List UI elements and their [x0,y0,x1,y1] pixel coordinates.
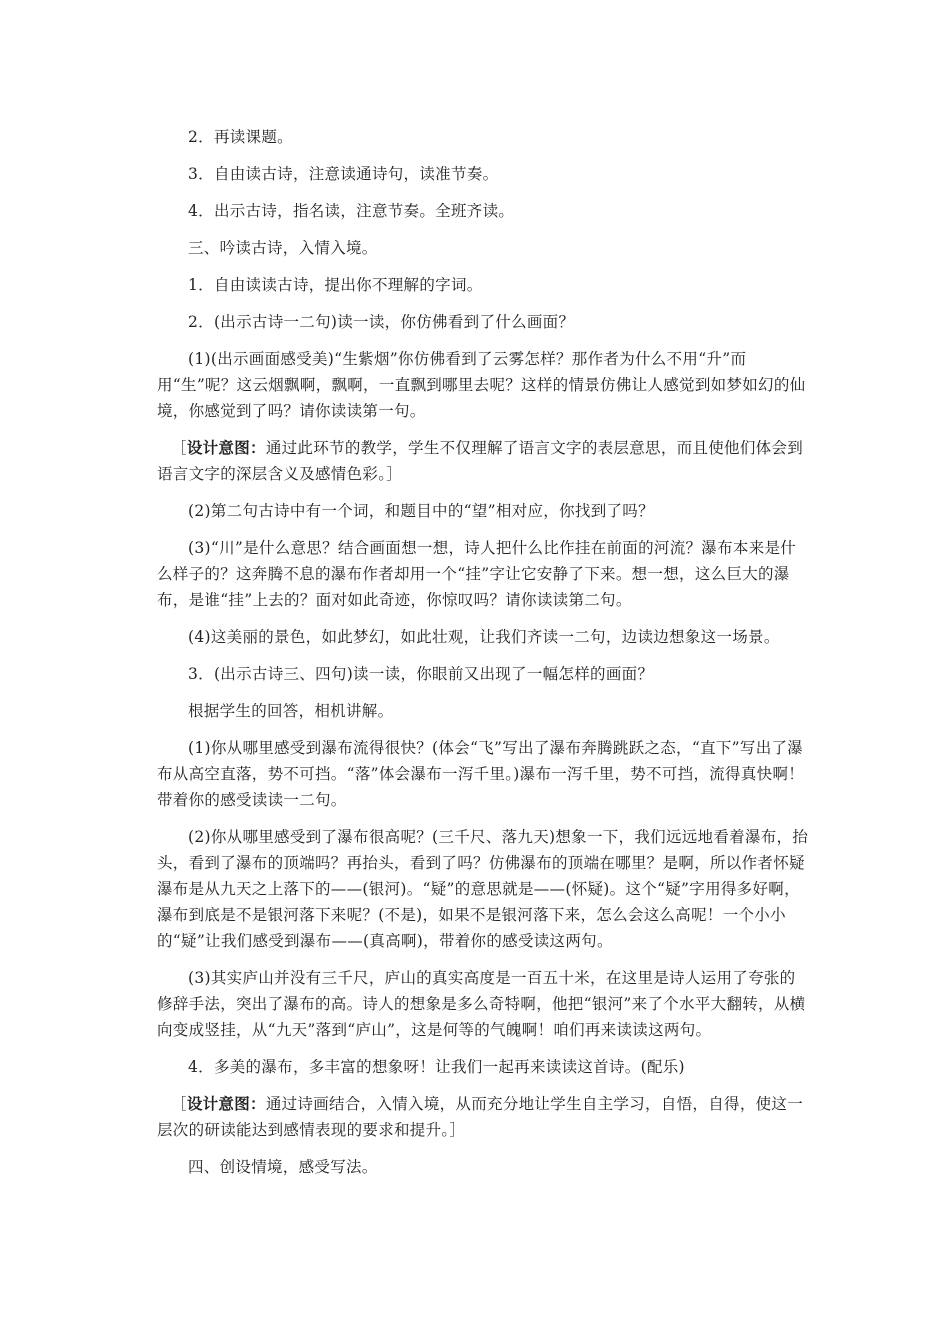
paragraph-read-with-music: 4．多美的瀑布，多丰富的想象呀！让我们一起再来读读这首诗。(配乐) [188,1058,685,1076]
design-intent-note-2 [157,1091,809,1143]
paragraph-exaggeration: (3)其实庐山并没有三千尺，庐山的真实高度是一百五十米，在这里是诗人运用了夸张的修辞手法，突出了瀑布的高。诗人的想象是多么奇特啊，他把“银河”来了个水平大翻转，从横向变成竖挂，从“九天”落到“庐山”，这是何等的气魄啊！咱们再来读读这两句。 [157,969,806,1039]
paragraph-unknown-words: 1．自由读读古诗，提出你不理解的字词。 [188,276,483,294]
paragraph-free-read: 3．自由读古诗，注意读通诗句，读准节奏。 [188,165,499,183]
paragraph-flow-fast: (1)你从哪里感受到瀑布流得很快？(体会“飞”写出了瀑布奔腾跳跃之态，“直下”写出了瀑布从高空直落，势不可挡。“落”体会瀑布一泻千里。)瀑布一泻千里，势不可挡，流得真快啊！带着你的感受读读一二句。 [157,739,805,809]
paragraph-wang-word: (2)第二句古诗中有一个词，和题目中的“望”相对应，你找到了吗？ [188,502,654,520]
paragraph-reread-title: 2．再读课题。 [188,128,293,146]
note-open-bracket: ［ [171,1095,187,1113]
paragraph-lines-one-two: 2．(出示古诗一二句)读一读，你仿佛看到了什么画面？ [188,313,575,331]
design-intent-text: 通过此环节的教学，学生不仅理解了语言文字的表层意思，而且使他们体会到语言文字的深层含义及感情色彩。］ [157,439,804,483]
note-open-bracket: ［ [171,439,187,457]
paragraph-chuan-meaning: (3)“川”是什么意思？结合画面想一想，诗人把什么比作挂在前面的河流？瀑布本来是什么样子的？这奔腾不息的瀑布作者却用一个“挂”字让它安静了下来。想一想，这么巨大的瀑布，是谁“挂”上去的？面对如此奇迹，你惊叹吗？请你读读第二句。 [157,539,797,609]
paragraph-waterfall-high: (2)你从哪里感受到了瀑布很高呢？(三千尺、落九天)想象一下，我们远远地看着瀑布，抬头，看到了瀑布的顶端吗？再抬头，看到了吗？仿佛瀑布的顶端在哪里？是啊，所以作者怀疑瀑布是从九天之上落下的——(银河)。“疑”的意思就是——(怀疑)。这个“疑”字用得多好啊，瀑布到底是不是银河落下来呢？(不是)，如果不是银河落下来，怎么会这么高呢！一个小小的“疑”让我们感受到瀑布——(真高啊)，带着你的感受读这两句。 [157,828,809,950]
design-intent-label: 设计意图： [186,438,266,457]
design-intent-text: 通过诗画结合，入情入境，从而充分地让学生自主学习，自悟，自得，使这一层次的研读能达到感情表现的要求和提升。］ [157,1095,804,1139]
paragraph-student-answers: 根据学生的回答，相机讲解。 [188,702,394,720]
design-intent-label: 设计意图： [186,1094,266,1113]
document-page [157,124,809,1191]
paragraph-lines-three-four: 3．(出示古诗三、四句)读一读，你眼前又出现了一幅怎样的画面？ [188,665,654,683]
paragraph-purple-smoke: (1)(出示画面感受美)“生紫烟”你仿佛看到了云雾怎样？那作者为什么不用“升”而用“生”呢？这云烟飘啊，飘啊，一直飘到哪里去呢？这样的情景仿佛让人感觉到如梦如幻的仙境，你感觉到了吗？请你读读第一句。 [157,350,806,420]
section-heading-four: 四、创设情境，感受写法。 [188,1158,378,1176]
paragraph-read-together: (4)这美丽的景色，如此梦幻，如此壮观，让我们齐读一二句，边读边想象这一场景。 [188,628,780,646]
design-intent-note-1 [157,435,809,487]
paragraph-show-poem: 4．出示古诗，指名读，注意节奏。全班齐读。 [188,202,515,220]
section-heading-three: 三、吟读古诗，入情入境。 [188,239,378,257]
